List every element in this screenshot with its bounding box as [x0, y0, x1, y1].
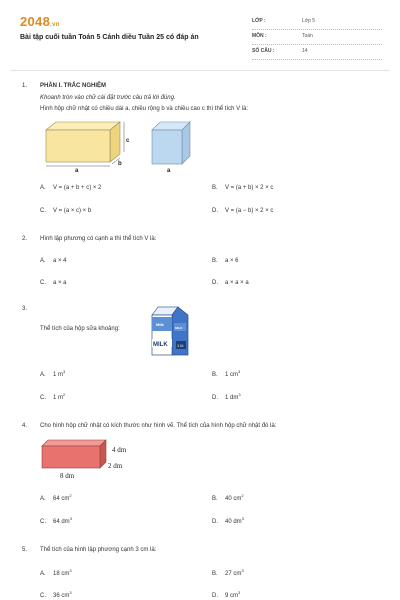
option-a[interactable]: A. V = (a + b + c) × 2: [40, 185, 102, 191]
label-length: 8 dm: [60, 472, 75, 480]
box-figures: [38, 118, 238, 178]
option-a[interactable]: A. 18 $cm^3$: [40, 568, 72, 577]
meta-row-subject: [252, 30, 382, 45]
header: [20, 12, 382, 62]
question-number: 5.: [22, 547, 28, 553]
option-b[interactable]: B. V = (a + b) × 2 × c: [212, 185, 274, 191]
header-divider: [10, 70, 390, 71]
option-c[interactable]: C. 64 $dm^3$: [40, 516, 72, 525]
label-b: b: [118, 161, 122, 167]
option-a[interactable]: A. 1 $m^3$: [40, 369, 66, 378]
section-title: PHẦN I. TRẮC NGHIỆM: [40, 83, 106, 89]
option-b[interactable]: B. 40 $cm^2$: [212, 493, 244, 502]
label-width: 2 dm: [108, 462, 123, 470]
option-b[interactable]: B. 1 $cm^3$: [212, 369, 241, 378]
option-c[interactable]: C. a × a: [40, 280, 67, 286]
label-height: 4 dm: [112, 446, 127, 454]
carton-side-text: MILK: [175, 326, 183, 330]
meta-value: 14: [302, 48, 308, 54]
meta-row-count: [252, 45, 382, 60]
option-c[interactable]: C. V = (a × c) × b: [40, 208, 92, 214]
question-number: 3.: [22, 306, 28, 312]
document-title: Bài tập cuối tuần Toán 5 Cánh diều Tuần 25 có đáp án: [20, 34, 199, 41]
carton-brand-text: MILK: [153, 342, 168, 348]
yellow-box-figure: [46, 122, 130, 174]
meta-value: Lớp 5: [302, 18, 316, 24]
question-text: Hình hộp chữ nhật có chiều dài a, chiều rộng b và chiều cao c thì thể tích V là:: [40, 106, 249, 112]
instruction-text: Khoanh tròn vào chữ cái đặt trước câu trả lời đúng.: [40, 95, 176, 101]
option-b[interactable]: B. a × 6: [212, 258, 239, 264]
milk-carton-icon: [146, 305, 196, 357]
blue-cube-figure: [152, 122, 190, 174]
label-a: a: [75, 168, 79, 174]
meta-info: [252, 15, 382, 60]
option-d[interactable]: D. V = (a − b) × 2 × c: [212, 208, 274, 214]
question-text: Hình lập phương có cạnh a thì thể tích V là:: [40, 236, 157, 242]
option-d[interactable]: D. 40 $dm^3$: [212, 516, 244, 525]
option-d[interactable]: D. 1 $dm^3$: [212, 392, 241, 401]
carton-top-text: Milk: [156, 322, 164, 327]
question-number: 2.: [22, 236, 28, 242]
label-a-cube: a: [167, 168, 171, 174]
meta-label: LỚP :: [252, 18, 266, 24]
red-box-figure: [40, 436, 160, 482]
site-logo[interactable]: 2048.vn: [20, 14, 60, 29]
option-a[interactable]: A. 64 $cm^2$: [40, 493, 72, 502]
option-c[interactable]: C. 1 $m^2$: [40, 392, 66, 401]
option-d[interactable]: D. a × a × a: [212, 280, 249, 286]
option-a[interactable]: A. a × 4: [40, 258, 67, 264]
meta-label: SỐ CÂU :: [252, 48, 275, 54]
option-b[interactable]: B. 27 $cm^3$: [212, 568, 244, 577]
label-c: c: [126, 138, 130, 144]
option-c[interactable]: C. 36 $cm^3$: [40, 590, 72, 599]
question-number: 4.: [22, 423, 28, 429]
question-text: Cho hình hộp chữ nhật có kích thước như hình vẽ. Thể tích của hình hộp chữ nhật đó là:: [40, 423, 277, 429]
meta-row-class: [252, 15, 382, 30]
meta-label: MÔN :: [252, 33, 267, 39]
carton-volume-text: 1 lít: [177, 343, 184, 348]
question-number: 1.: [22, 83, 28, 89]
option-d[interactable]: D. 9 $cm^3$: [212, 590, 241, 599]
question-text: Thể tích của hình lập phương cạnh 3 cm là:: [40, 547, 157, 553]
question-text: Thể tích của hộp sữa khoảng:: [40, 326, 120, 332]
meta-value: Toán: [302, 33, 313, 39]
